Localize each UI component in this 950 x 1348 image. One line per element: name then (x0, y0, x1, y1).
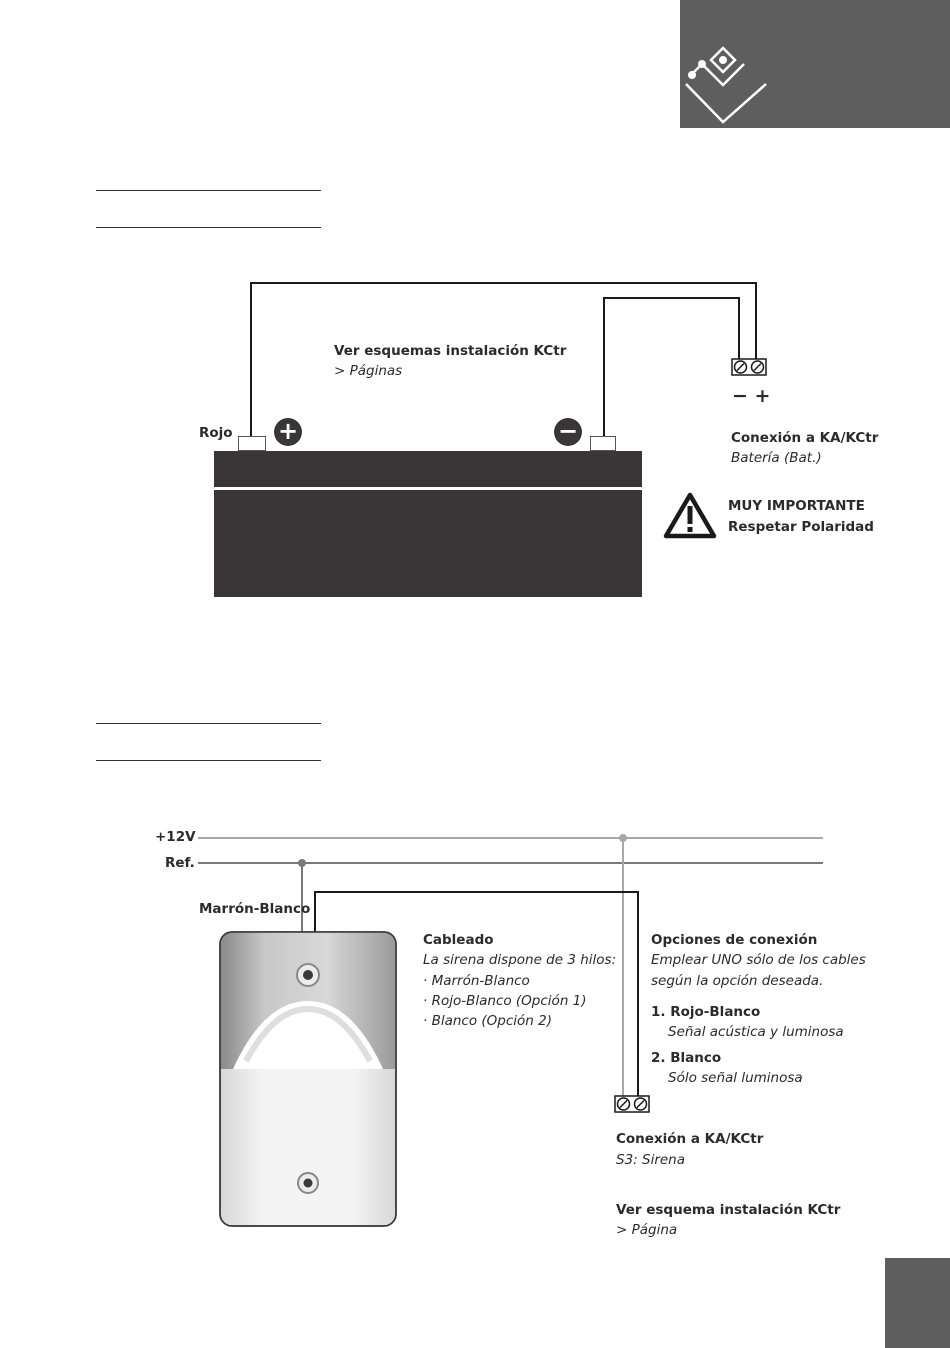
wire-item: · Blanco (Opción 2) (423, 1013, 552, 1029)
siren-ref-title: Ver esquema instalación KCtr (616, 1202, 841, 1218)
brand-logo-icon (680, 0, 950, 128)
negative-wire (603, 297, 605, 438)
rojo-label: Rojo (199, 425, 233, 441)
rail-ref-label: Ref. (165, 855, 195, 871)
minus-badge-icon (554, 418, 582, 446)
12v-drop-wire (622, 838, 624, 1098)
terminal-polarity: − + (732, 385, 771, 407)
connection-sub: Batería (Bat.) (731, 450, 822, 466)
section-rule-top-1 (96, 190, 321, 191)
wire-item: · Rojo-Blanco (Opción 1) (423, 993, 587, 1009)
marron-wire (314, 891, 316, 936)
siren-ref-page: > Página (616, 1222, 678, 1238)
siren-terminal-block (614, 1095, 650, 1113)
marron-label: Marrón-Blanco (199, 901, 311, 917)
footer-tab (885, 1258, 950, 1348)
wire-item: · Marrón-Blanco (423, 973, 530, 989)
siren-connection-title: Conexión a KA/KCtr (616, 1131, 764, 1147)
section-rule-mid-1 (96, 723, 321, 724)
positive-terminal (238, 436, 266, 451)
cableado-title: Cableado (423, 932, 494, 948)
ref-title: Ver esquemas instalación KCtr (334, 343, 567, 359)
minus-symbol: − (557, 417, 579, 445)
siren-connection-sub: S3: Sirena (616, 1152, 686, 1168)
option2-sub: Sólo señal luminosa (668, 1070, 803, 1086)
plus-symbol: + (277, 417, 299, 445)
section-rule-top-2 (96, 227, 321, 228)
option1-title: 1. Rojo-Blanco (651, 1004, 761, 1020)
option2-title: 2. Blanco (651, 1050, 722, 1066)
plus-badge-icon (274, 418, 302, 446)
warning-line1: MUY IMPORTANTE (728, 498, 865, 514)
connection-title: Conexión a KA/KCtr (731, 430, 879, 446)
section-rule-mid-2 (96, 760, 321, 761)
negative-terminal (590, 436, 616, 451)
option1-sub: Señal acústica y luminosa (668, 1024, 844, 1040)
positive-wire (250, 282, 252, 438)
options-sub1: Emplear UNO sólo de los cables (651, 952, 866, 968)
cableado-sub: La sirena dispone de 3 hilos: (423, 952, 617, 968)
options-title: Opciones de conexión (651, 932, 818, 948)
battery-body (214, 490, 642, 597)
warning-triangle-icon (663, 490, 717, 540)
rail-12v-label: +12V (155, 829, 196, 845)
warning-line2: Respetar Polaridad (728, 519, 874, 535)
battery-terminal-block (731, 358, 767, 376)
siren-icon (219, 931, 399, 1229)
battery-lid (214, 451, 642, 487)
rail-12v-line (198, 837, 823, 839)
ref-pages: > Páginas (334, 363, 403, 379)
header-tab (680, 0, 950, 128)
options-sub2: según la opción deseada. (651, 973, 824, 989)
rail-ref-line (198, 862, 823, 864)
